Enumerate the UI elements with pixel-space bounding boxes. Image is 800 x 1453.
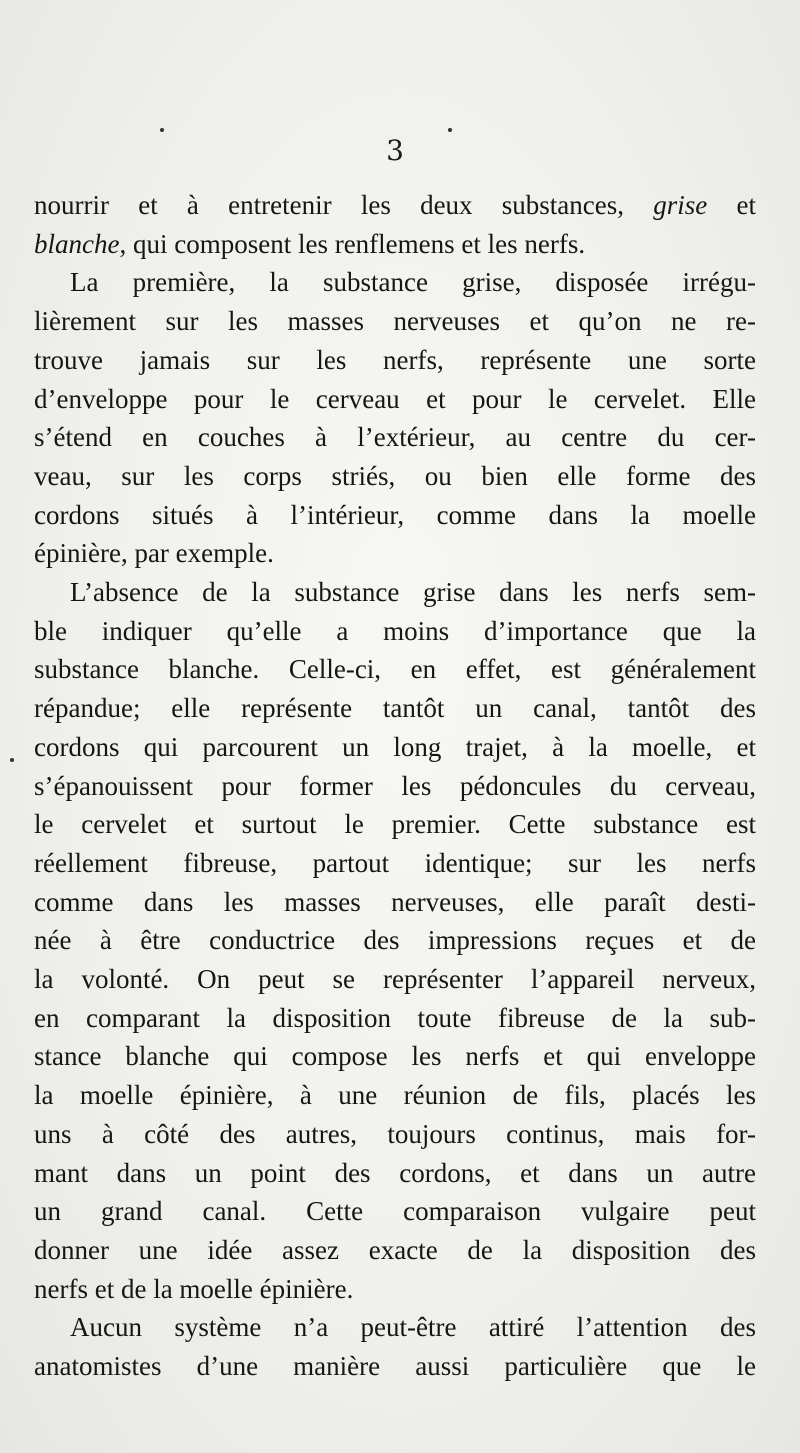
text-run: épinière, par exemple. [34,538,274,569]
text-run: stance blanche qui compose les nerfs et qui enveloppe [34,1041,756,1072]
text-line [34,999,756,1038]
text-line [34,534,756,573]
text-run: donner une idée assez exacte de la disposition des [34,1234,756,1265]
text-line [34,457,756,496]
text-run: s’étend en couches à l’extérieur, au centre du cer- [34,422,756,453]
italic-term: grise [653,190,708,220]
text-line [34,263,756,302]
text-run: s’épanouissent pour former les pédoncules du cerveau, [34,770,756,801]
text-line [34,650,756,689]
text-line [34,1347,756,1386]
italic-term: blanche [34,228,120,259]
body-text [34,186,756,1386]
text-run: nerfs et de la moelle épinière. [34,1273,354,1304]
text-line [34,960,756,999]
text-run: née à être conductrice des impressions reçues et de [34,925,756,956]
text-run: et [707,190,756,220]
text-line [34,225,756,264]
text-run: trouve jamais sur les nerfs, représente une sorte [34,344,756,375]
text-line [34,1192,756,1231]
text-run: ble indiquer qu’elle a moins d’importance que la [34,615,756,646]
text-run: comme dans les masses nerveuses, elle paraît desti- [34,886,756,917]
text-line [34,728,756,767]
text-run: d’enveloppe pour le cerveau et pour le cervelet. Elle [34,383,756,414]
text-line [34,573,756,612]
text-run: la moelle épinière, à une réunion de fils, placés les [34,1080,756,1111]
text-run: cordons situés à l’intérieur, comme dans la moelle [34,499,756,530]
text-run: nourrir et à entretenir les deux substances, [34,190,654,220]
ink-speck [10,758,14,762]
text-line [34,496,756,535]
page-number: 3 [386,134,404,167]
text-line [34,1076,756,1115]
text-run: La première, la substance grise, disposée irrégu- [70,267,756,298]
text-line [34,1037,756,1076]
text-run: mant dans un point des cordons, et dans un autre [34,1157,756,1188]
text-run: Aucun système n’a peut-être attiré l’attention des [70,1312,756,1343]
text-run: , qui composent les renflemens et les nerfs. [119,228,586,259]
text-line [34,612,756,651]
text-run: lièrement sur les masses nerveuses et qu’on ne re- [34,306,756,337]
text-line [34,1231,756,1270]
text-line [34,1308,756,1347]
text-line [34,844,756,883]
text-run: un grand canal. Cette comparaison vulgaire peut [34,1196,756,1227]
text-run: la volonté. On peut se représenter l’appareil nerveux, [34,964,756,995]
text-run: répandue; elle représente tantôt un canal, tantôt des [34,693,756,724]
text-run: en comparant la disposition toute fibreuse de la sub- [34,1002,756,1033]
text-line [34,689,756,728]
text-line [34,883,756,922]
text-line [34,380,756,419]
text-run: anatomistes d’une manière aussi particulière que le [34,1351,756,1382]
text-line [34,805,756,844]
text-line [34,418,756,457]
text-run: substance blanche. Celle-ci, en effet, est généralement [34,654,756,685]
ink-speck [160,128,164,132]
text-line [34,186,756,225]
text-run: uns à côté des autres, toujours continus, mais for- [34,1118,756,1149]
text-line [34,302,756,341]
text-run: le cervelet et surtout le premier. Cette substance est [34,809,756,840]
text-run: veau, sur les corps striés, ou bien elle forme des [34,460,756,491]
text-line [34,1270,756,1309]
text-run: cordons qui parcourent un long trajet, à la moelle, et [34,731,756,762]
text-line [34,921,756,960]
ink-speck [448,128,452,132]
text-line [34,1115,756,1154]
text-run: réellement fibreuse, partout identique; sur les nerfs [34,847,756,878]
text-run: L’absence de la substance grise dans les nerfs sem- [70,577,756,608]
text-line [34,767,756,806]
text-line [34,341,756,380]
text-line [34,1154,756,1193]
